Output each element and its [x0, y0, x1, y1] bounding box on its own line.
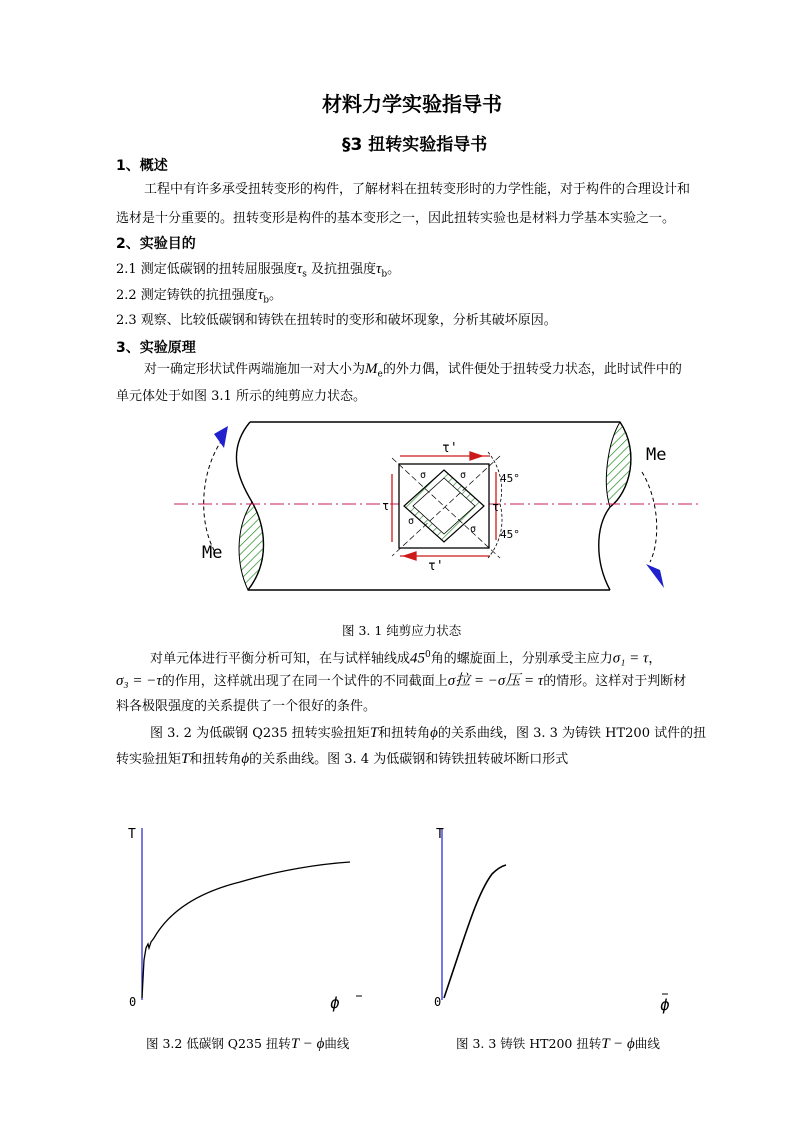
analysis-line-2: [116, 668, 686, 695]
overview-line-2: 选材是十分重要的。扭转变形是构件的基本变形之一，因此扭转实验也是材料力学基本实验之一。: [116, 211, 676, 226]
label-45-bottom: 45°: [500, 528, 520, 541]
caption-text: 图 3. 3 铸铁 HT200 扭转: [456, 1036, 602, 1051]
T-phi-symbol: T − ϕ: [601, 1036, 635, 1052]
principle-text: 的外力偶，试件便处于扭转受力状态，此时试件中的: [382, 362, 682, 377]
analysis-text: 的作用，这样就出现了在同一个试件的不同截面上: [161, 674, 448, 689]
curves-text: 转实验扭矩: [116, 752, 182, 767]
moment-arrow-left: [204, 426, 228, 552]
caption-text: 曲线: [324, 1036, 350, 1051]
purpose-item-3: 2.3 观察、比较低碳钢和铸铁在扭转时的变形和破坏现象，分析其破坏原因。: [116, 313, 557, 328]
x-axis-label: ϕ: [660, 995, 670, 1014]
y-axis-label: T: [436, 827, 444, 842]
sigma1-equation: σ₁ = τ: [612, 650, 649, 667]
origin-label: 0: [129, 995, 137, 1009]
sigma-tension-compression-equation: σ拉 = −σ压 = τ: [447, 673, 544, 689]
purpose-item-1-mid: 及抗扭强度: [306, 262, 376, 277]
angle-45: 45: [410, 650, 426, 667]
label-tau-top: τ': [442, 441, 458, 456]
origin-label: 0: [434, 995, 442, 1009]
subscript-s: s: [302, 269, 307, 280]
heading-principle: 3、实验原理: [116, 340, 196, 356]
section-title: §3 扭转实验指导书: [342, 135, 488, 155]
purpose-item-1-end: 。: [387, 262, 401, 277]
heading-overview: 1、概述: [116, 158, 168, 174]
label-me-right: Me: [646, 445, 667, 465]
curves-text: 和扭转角: [378, 726, 431, 741]
tau-symbol: τ: [296, 261, 303, 277]
sigma3-equation: σ₃ = −τ: [116, 673, 162, 689]
y-axis-label: T: [128, 827, 136, 842]
curves-text: 的关系曲线。图 3. 4 为低碳钢和铸铁扭转破坏断口形式: [249, 752, 569, 767]
overview-line-1: 工程中有许多承受扭转变形的构件，了解材料在扭转变形时的力学性能，对于构件的合理设计和: [144, 182, 691, 197]
label-sigma: σ: [408, 516, 415, 527]
caption-text: 曲线: [634, 1036, 660, 1051]
figure-3-3-caption: [456, 1034, 660, 1053]
analysis-text: 的情形。这样对于判断材: [543, 674, 687, 689]
subscript-b: b: [263, 295, 269, 306]
T-phi-symbol: T − ϕ: [290, 1036, 325, 1052]
principle-text: 对一确定形状试件两端施加一对大小为: [144, 362, 366, 377]
analysis-text: 对单元体进行平衡分析可知，在与试样轴线成: [150, 651, 411, 667]
figure-3-2-torque-curve-steel: [120, 820, 380, 1020]
label-sigma: σ: [460, 470, 467, 481]
subscript-e: e: [377, 369, 383, 380]
purpose-item-1-text: 2.1 测定低碳钢的扭转屈服强度: [116, 262, 297, 277]
tau-symbol: τ: [375, 261, 382, 277]
label-sigma: σ: [420, 470, 427, 481]
moment-arrow-right: [642, 472, 664, 588]
figure-3-2-caption: [146, 1034, 349, 1053]
T-symbol: T: [369, 725, 379, 741]
curves-line-1: [150, 720, 706, 747]
T-symbol: T: [181, 751, 190, 767]
label-45-top: 45°: [500, 472, 520, 485]
analysis-line-3: 料各极限强度的关系提供了一个很好的条件。: [116, 699, 377, 714]
subscript-b: b: [381, 269, 388, 280]
tau-symbol: τ: [257, 287, 264, 303]
phi-symbol: ϕ: [430, 725, 438, 741]
purpose-item-2-text: 2.2 测定铸铁的抗扭强度: [116, 288, 258, 303]
x-axis-label: ϕ: [330, 993, 340, 1012]
label-sigma: σ: [470, 524, 477, 535]
caption-text: 图 3.2 低碳钢 Q235 扭转: [146, 1036, 291, 1051]
figure-3-1-pure-shear-diagram: [170, 412, 710, 612]
figure-3-1-caption: 图 3. 1 纯剪应力状态: [342, 623, 462, 638]
figure-3-3-torque-curve-iron: [420, 820, 690, 1020]
phi-symbol: ϕ: [241, 751, 250, 767]
heading-purpose: 2、实验目的: [116, 236, 196, 252]
curves-text: 和扭转角: [189, 752, 242, 767]
curves-text: 图 3. 2 为低碳钢 Q235 扭转实验扭矩: [150, 726, 370, 741]
steel-curve: [142, 862, 350, 998]
analysis-text: 角的螺旋面上，分别承受主应力: [430, 651, 613, 667]
curves-text: 的关系曲线，图 3. 3 为铸铁 HT200 试件的扭: [437, 726, 707, 741]
label-me-left: Me: [202, 543, 223, 563]
label-tau-right: τ: [492, 500, 500, 514]
degree-sup: 0: [425, 650, 431, 660]
principle-line-1: [144, 356, 682, 388]
curves-line-2: [116, 746, 568, 773]
left-end-section: [239, 502, 263, 590]
iron-curve: [444, 865, 506, 998]
analysis-text: ，: [648, 651, 662, 667]
document-title: 材料力学实验指导书: [322, 92, 502, 116]
label-tau-bottom: τ': [428, 559, 444, 574]
purpose-item-2-end: 。: [268, 288, 282, 303]
moment-symbol: M: [365, 361, 378, 377]
principle-line-2: 单元体处于如图 3.1 所示的纯剪应力状态。: [116, 389, 366, 404]
label-tau-left: τ: [382, 499, 390, 513]
